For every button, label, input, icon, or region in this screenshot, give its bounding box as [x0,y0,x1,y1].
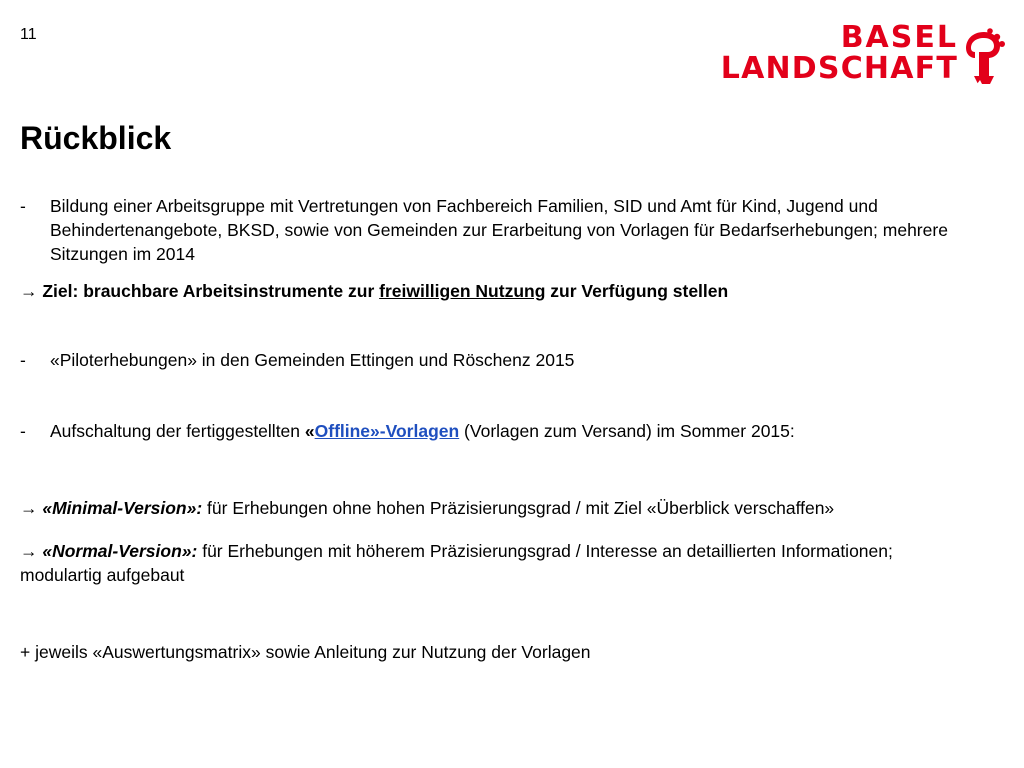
goal-prefix: → Ziel: brauchbare Arbeitsinstrumente zur [20,281,380,301]
goal-underlined: freiwilligen Nutzung [379,281,546,301]
offline-prefix: Aufschaltung der fertiggestellten [50,421,305,441]
minimal-version-line [20,496,1000,520]
goal-line [20,279,1000,303]
minimal-label: «Minimal-Version»: [42,498,203,518]
bullet-pilot-surveys: «Piloterhebungen» in den Gemeinden Ettingen und Röschenz 2015 [50,350,575,370]
bullet-marker: - [20,421,26,441]
bullet-offline-templates [50,419,1000,443]
normal-arrow: → [20,541,43,561]
logo-line1: BASEL [840,20,958,55]
bullet-working-group: Bildung einer Arbeitsgruppe mit Vertretungen von Fachbereich Familien, SID und Amt für Kind, Jugend und Behindertenangebote, BKSD, sowie von Gemeinden zur Erarbeitung von Vorlagen für Bedarfserhebungen; mehrere Sitzungen im 2014 [50,196,948,264]
normal-label: «Normal-Version»: [42,541,198,561]
logo-line2: LANDSCHAFT [720,51,958,86]
bullet-marker: - [20,196,26,216]
bullet-marker: - [20,350,26,370]
bishop-staff-icon [962,28,1006,86]
page-number: 11 [20,26,37,43]
normal-version-line [20,539,920,587]
offline-templates-link[interactable]: Offline»-Vorlagen [314,421,460,441]
offline-quote-open: « [304,421,315,441]
evaluation-matrix-line: + jeweils «Auswertungsmatrix» sowie Anleitung zur Nutzung der Vorlagen [20,642,591,662]
basel-landschaft-logo [720,20,1010,92]
offline-suffix: (Vorlagen zum Versand) im Sommer 2015: [459,421,795,441]
logo-text [721,22,958,84]
normal-text: für Erhebungen mit höherem Präzisierungsgrad / Interesse an detaillierten Informationen; modulartig aufgebaut [20,541,893,585]
minimal-arrow: → [20,498,43,518]
page-title: Rückblick [20,120,172,156]
minimal-text: für Erhebungen ohne hohen Präzisierungsgrad / mit Ziel «Überblick verschaffen» [202,498,835,518]
goal-suffix: zur Verfügung stellen [545,281,729,301]
